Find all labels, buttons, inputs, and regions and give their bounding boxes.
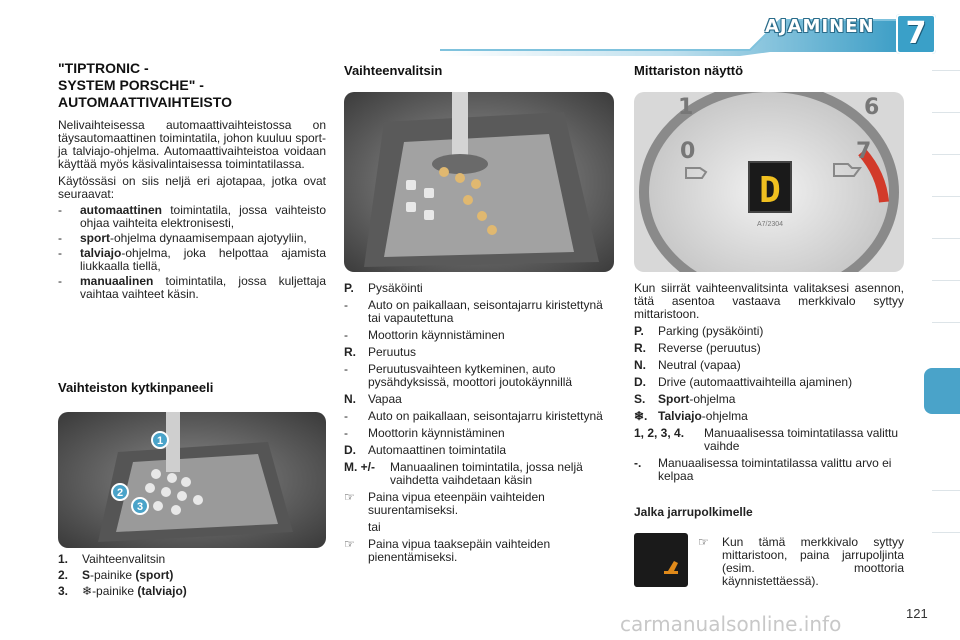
def-row: - Auto on paikallaan, seisontajarru kiristettynä	[344, 409, 603, 423]
intro-paragraph-2: Käytössäsi on siis neljä eri ajotapaa, jotka ovat seuraavat:	[58, 174, 326, 201]
def-row: N. Neutral (vapaa)	[634, 358, 741, 372]
pointer-icon: ☞	[344, 537, 355, 551]
def-row: tai	[368, 520, 381, 534]
side-tab[interactable]	[932, 154, 960, 195]
def-row: ☞ Paina vipua eteenpäin vaihteiden suurentamiseksi.	[344, 490, 545, 517]
callout-1: 1	[156, 435, 164, 447]
snowflake-icon: ❄.	[634, 409, 648, 423]
gauge-number: 7	[856, 139, 872, 164]
def-row: P. Parking (pysäköinti)	[634, 324, 764, 338]
legend-item: 3. ❄-painike (talviajo)	[58, 584, 187, 598]
side-tab[interactable]	[932, 196, 960, 237]
gauge-number: 1	[678, 95, 694, 120]
callout-3: 3	[136, 501, 144, 513]
gauge-number: 0	[680, 139, 696, 164]
display-definitions	[634, 282, 904, 483]
def-row: - Peruutusvaihteen kytkeminen, auto pysähdyksissä, moottori joutokäynnillä	[344, 362, 573, 389]
display-intro: Kun siirrät vaihteenvalitsinta valitaksesi asennon, tätä asentoa vastaava merkkivalo syttyy mittaristoon.	[634, 281, 904, 321]
gauge-number: 6	[864, 95, 880, 120]
side-tab[interactable]	[932, 70, 960, 111]
def-row: N. Vapaa	[344, 392, 402, 406]
def-row: P. Pysäköinti	[344, 281, 423, 295]
panel-title: Vaihteiston kytkinpaneeli	[58, 380, 214, 395]
legend-item: 2. S-painike (sport)	[58, 568, 174, 582]
def-row: ❄. Talviajo-ohjelma	[634, 409, 748, 423]
side-tab[interactable]	[932, 490, 960, 531]
def-row: ☞ Paina vipua taaksepäin vaihteiden pienentämiseksi.	[344, 537, 551, 564]
watermark: carmanualsonline.info	[620, 612, 842, 636]
legend-item: 1. Vaihteenvalitsin	[58, 552, 166, 566]
def-row: M. +/- Manuaalinen toimintatila, jossa neljä vaihdetta vaihdetaan käsin	[344, 460, 583, 487]
gear-panel-image	[58, 412, 326, 548]
selector-title: Vaihteenvalitsin	[344, 63, 443, 78]
def-row: - Auto on paikallaan, seisontajarru kiristettynä tai vapautettuna	[344, 298, 603, 325]
section-title-line: "TIPTRONIC -	[58, 60, 149, 76]
chapter-title: AJAMINEN	[765, 16, 875, 37]
image-reference: A7/2304	[756, 221, 784, 228]
side-tab[interactable]	[932, 280, 960, 321]
def-row: R. Peruutus	[344, 345, 417, 359]
def-row: 1, 2, 3, 4. Manuaalisessa toimintatilassa valittu vaihde	[634, 426, 899, 453]
page-number: 121	[906, 606, 928, 621]
side-tab[interactable]	[932, 112, 960, 153]
left-column	[58, 60, 326, 301]
def-row: -. Manuaalisessa toimintatilassa valittu arvo ei kelpaa	[634, 456, 892, 483]
def-row: - Moottorin käynnistäminen	[344, 328, 505, 342]
brake-warning-lamp	[634, 533, 688, 587]
brake-title: Jalka jarrupolkimelle	[634, 505, 753, 519]
intro-paragraph: Nelivaihteisessa automaattivaihteistossa on täysautomaattinen toimintatila, johon kuuluu sport- ja talviajo-ohjelma. Automaattivaihteistoa voidaan käyttää myös käsivalintaisessa toimintatilassa.	[58, 118, 326, 171]
def-row: D. Drive (automaattivaihteilla ajaminen)	[634, 375, 853, 389]
callout-2: 2	[116, 487, 124, 499]
def-row: - Moottorin käynnistäminen	[344, 426, 505, 440]
gear-selector-image	[344, 92, 614, 272]
section-title-line: AUTOMAATTIVAIHTEISTO	[58, 94, 232, 110]
gear-indicator: D	[759, 170, 781, 211]
pointer-icon: ☞	[344, 490, 355, 504]
side-tabs	[930, 70, 960, 590]
chapter-badge	[896, 14, 936, 54]
panel-legend	[58, 553, 326, 598]
brake-note: ☞ Kun tämä merkkivalo syttyy mittaristoon, paina jarrupoljinta (esim. moottoria käynnistettäessä).	[698, 535, 904, 588]
side-tab[interactable]	[932, 238, 960, 279]
chapter-number: 7	[905, 16, 927, 51]
side-tab[interactable]	[932, 532, 960, 573]
section-title-line: SYSTEM PORSCHE" -	[58, 77, 204, 93]
snowflake-icon: ❄	[82, 584, 93, 598]
mode-list-item: - automaattinen toimintatila, jossa vaihteisto ohjaa vaihteita elektronisesti,	[58, 203, 326, 230]
side-tab[interactable]	[932, 322, 960, 363]
mode-list-item: - talviajo-ohjelma, joka helpottaa ajamista liukkaalla tiellä,	[58, 246, 326, 273]
mode-list-item: - sport-ohjelma dynaamisempaan ajotyyliin,	[58, 231, 307, 245]
selector-definitions	[344, 282, 616, 564]
side-tab-active[interactable]	[924, 368, 960, 414]
def-row: S. Sport-ohjelma	[634, 392, 736, 406]
pointer-icon: ☞	[698, 535, 709, 549]
instrument-cluster-image	[634, 92, 904, 272]
def-row: D. Automaattinen toimintatila	[344, 443, 507, 457]
def-row: R. Reverse (peruutus)	[634, 341, 761, 355]
mode-list-item: - manuaalinen toimintatila, jossa kuljettaja vaihtaa vaihteet käsin.	[58, 274, 326, 301]
brake-pedal-icon	[634, 533, 688, 587]
display-title: Mittariston näyttö	[634, 63, 744, 78]
